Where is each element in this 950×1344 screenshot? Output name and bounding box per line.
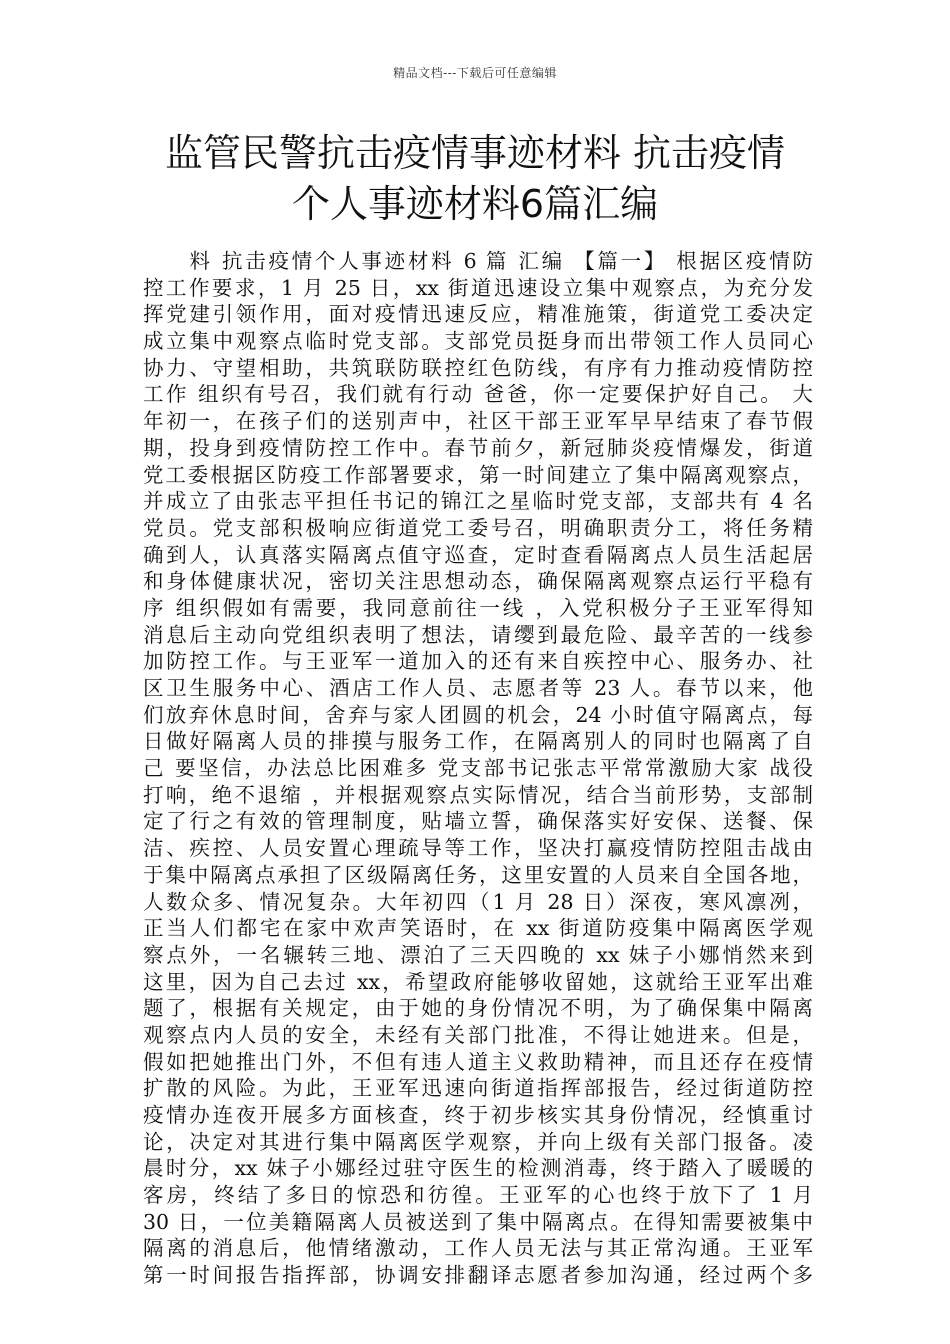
body-text-line: 工作 组织有号召，我们就有行动 爸爸，你一定要保护好自己。 大 [143,382,813,407]
body-text-line: 30 日，一位美籍隔离人员被送到了集中隔离点。在得知需要被集中 [143,1209,813,1234]
document-title [100,128,850,230]
body-text-line: 期，投身到疫情防控工作中。春节前夕，新冠肺炎疫情爆发，街道 [143,435,813,460]
body-text-line: 论，决定对其进行集中隔离医学观察，并向上级有关部门报备。凌 [143,1129,813,1154]
body-text-line: 扩散的风险。为此，王亚军迅速向街道指挥部报告，经过街道防控 [143,1076,813,1101]
body-text-line: 洁、疾控、人员安置心理疏导等工作，坚决打赢疫情防控阻击战由 [143,836,813,861]
body-text-line: 隔离的消息后，他情绪激动，工作人员无法与其正常沟通。王亚军 [143,1236,813,1261]
body-text-line: 确到人，认真落实隔离点值守巡查，定时查看隔离点人员生活起居 [143,542,813,567]
body-text-line: 晨时分，xx 妹子小娜经过驻守医生的检测消毒，终于踏入了暖暖的 [143,1156,813,1181]
body-text-line: 控工作要求，1 月 25 日，xx 街道迅速设立集中观察点，为充分发 [143,275,813,300]
body-text-line: 这里，因为自己去过 xx，希望政府能够收留她，这就给王亚军出难 [143,969,813,994]
body-text-line: 日做好隔离人员的排摸与服务工作，在隔离别人的同时也隔离了自 [143,729,813,754]
body-text-line: 料 抗击疫情个人事迹材料 6 篇 汇编 【篇一】 根据区疫情防 [143,249,813,273]
body-text-line: 消息后主动向党组织表明了想法，请缨到最危险、最辛苦的一线参 [143,622,813,647]
body-text-line: 观察点内人员的安全，未经有关部门批准，不得让她进来。但是， [143,1022,813,1047]
body-text-line: 客房，终结了多日的惊恐和彷徨。王亚军的心也终于放下了 1 月 [143,1183,813,1208]
body-text-line: 疫情办连夜开展多方面核查，终于初步核实其身份情况，经慎重讨 [143,1103,813,1127]
body-text-line: 定了行之有效的管理制度，贴墙立誓，确保落实好安保、送餐、保 [143,809,813,834]
body-text-line: 打响，绝不退缩 ，并根据观察点实际情况，结合当前形势，支部制 [143,782,813,807]
body-text-line: 题了，根据有关规定，由于她的身份情况不明，为了确保集中隔离 [143,996,813,1021]
body-text-line: 并成立了由张志平担任书记的锦江之星临时党支部，支部共有 4 名 [143,489,813,514]
body-text-line: 们放弃休息时间，舍弃与家人团圆的机会，24 小时值守隔离点，每 [143,702,813,727]
body-text-line: 和身体健康状况，密切关注思想动态，确保隔离观察点运行平稳有 [143,569,813,594]
body-text-line: 人数众多、情况复杂。大年初四（1 月 28 日）深夜，寒风凛冽， [143,889,813,914]
title-line-1: 监管民警抗击疫情事迹材料 抗击疫情 [164,131,786,175]
body-text-line: 党工委根据区防疫工作部署要求，第一时间建立了集中隔离观察点， [143,462,813,487]
body-text-line: 假如把她推出门外，不但有违人道主义救助精神，而且还存在疫情 [143,1049,813,1074]
body-text-line: 区卫生服务中心、酒店工作人员、志愿者等 23 人。春节以来，他 [143,676,813,700]
body-text-line: 年初一，在孩子们的送别声中，社区干部王亚军早早结束了春节假 [143,409,813,434]
body-text-line: 于集中隔离点承担了区级隔离任务，这里安置的人员来自全国各地， [143,862,813,887]
body-text-line: 己 要坚信，办法总比困难多 党支部书记张志平常常激励大家 战役 [143,756,813,781]
body-text-line: 序 组织假如有需要，我同意前往一线 ，入党积极分子王亚军得知 [143,595,813,620]
body-text-line: 挥党建引领作用，面对疫情迅速反应，精准施策，街道党工委决定 [143,302,813,327]
body-text-line: 协力、守望相助，共筑联防联控红色防线，有序有力推动疫情防控 [143,355,813,380]
body-text-line: 党员。党支部积极响应街道党工委号召，明确职责分工，将任务精 [143,515,813,540]
body-text-line: 第一时间报告指挥部，协调安排翻译志愿者参加沟通，经过两个多 [143,1263,813,1288]
page-header-note: 精品文档---下载后可任意编辑 [393,66,557,80]
title-line-2: 个人事迹材料6篇汇编 [291,182,659,226]
body-text-line: 加防控工作。与王亚军一道加入的还有来自疾控中心、服务办、社 [143,649,813,674]
body-text-line: 成立集中观察点临时党支部。支部党员挺身而出带领工作人员同心 [143,329,813,354]
body-text-line: 正当人们都宅在家中欢声笑语时，在 xx 街道防疫集中隔离医学观 [143,916,813,941]
body-text-line: 察点外，一名辗转三地、漂泊了三天四晚的 xx 妹子小娜悄然来到 [143,942,813,967]
document-body [143,248,813,1289]
